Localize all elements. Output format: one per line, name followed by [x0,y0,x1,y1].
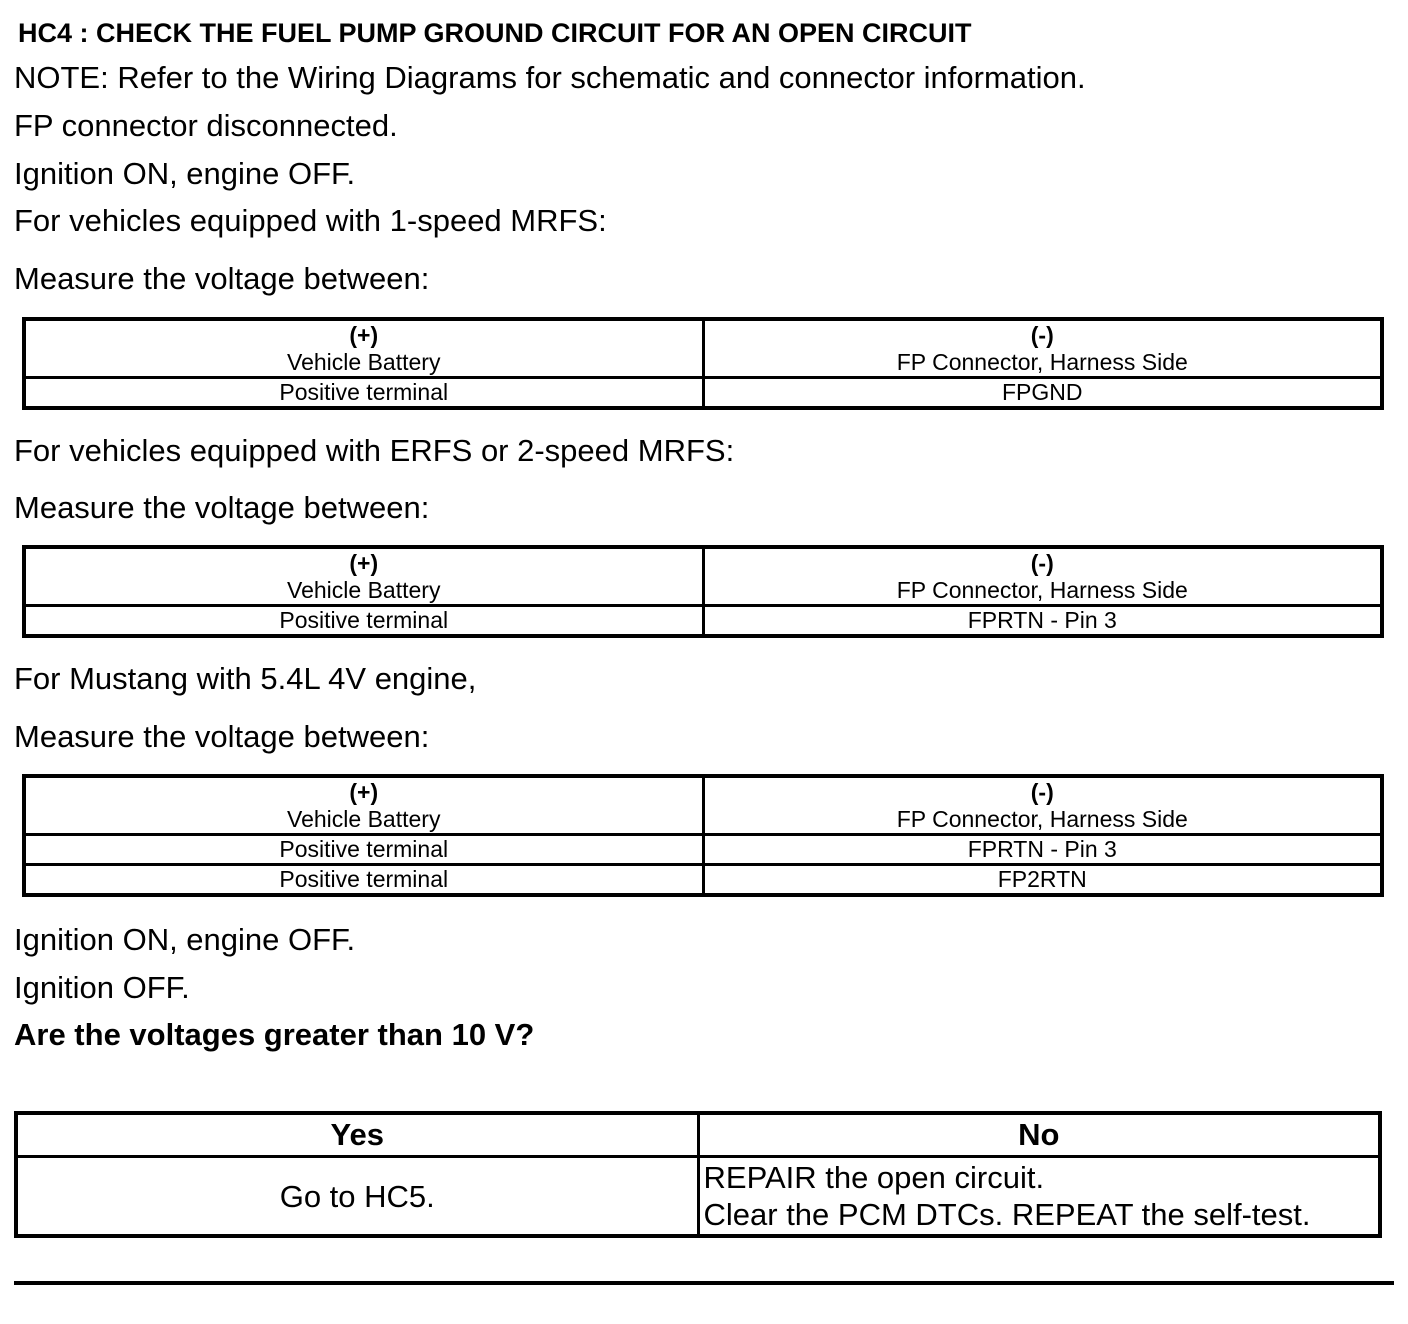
table-header-row [24,547,1382,606]
instruction-step: Ignition ON, engine OFF. [14,156,356,191]
table-header-row [24,319,1382,378]
section-heading: HC4 : CHECK THE FUEL PUMP GROUND CIRCUIT FOR AN OPEN CIRCUIT [18,18,972,48]
plus-sign: (+) [349,778,379,805]
voltage-table-3 [22,774,1384,897]
table-row [24,835,1382,865]
minus-sign: (-) [1030,321,1054,348]
minus-header-cell [703,319,1382,378]
table-row [24,378,1382,409]
table-header-row [24,776,1382,835]
result-table [14,1111,1382,1238]
no-action-line: REPAIR the open circuit. [703,1160,1045,1195]
minus-header-cell [703,547,1382,606]
plus-header-cell [24,776,703,835]
condition-text: For Mustang with 5.4L 4V engine, [14,661,477,696]
minus-sign: (-) [1030,549,1054,576]
table-row [24,606,1382,637]
no-action [698,1157,1380,1237]
plus-cell: Positive terminal [24,835,703,865]
plus-cell: Positive terminal [24,378,703,409]
minus-cell: FPGND [703,378,1382,409]
instruction-step: Ignition ON, engine OFF. [14,922,356,957]
result-header-row [16,1113,1380,1157]
instruction-step: Ignition OFF. [14,970,190,1005]
condition-text: For vehicles equipped with ERFS or 2-speed MRFS: [14,433,735,468]
plus-sign: (+) [349,321,379,348]
plus-header: Vehicle Battery [287,576,441,603]
condition-text: For vehicles equipped with 1-speed MRFS: [14,203,607,238]
no-header: No [698,1113,1380,1157]
plus-header: Vehicle Battery [287,805,441,832]
yes-header: Yes [16,1113,698,1157]
voltage-table-1 [22,317,1384,410]
voltage-table-2 [22,545,1384,638]
plus-cell: Positive terminal [24,606,703,637]
bottom-rule [14,1281,1394,1285]
measure-text: Measure the voltage between: [14,490,430,525]
plus-cell: Positive terminal [24,865,703,896]
no-action-line: Clear the PCM DTCs. REPEAT the self-test. [703,1197,1311,1232]
measure-text: Measure the voltage between: [14,261,430,296]
note-text: NOTE: Refer to the Wiring Diagrams for schematic and connector information. [14,60,1086,95]
minus-header-cell [703,776,1382,835]
plus-header-cell [24,319,703,378]
question-text: Are the voltages greater than 10 V? [14,1017,535,1052]
measure-text: Measure the voltage between: [14,719,430,754]
plus-sign: (+) [349,549,379,576]
minus-header: FP Connector, Harness Side [896,576,1188,603]
plus-header: Vehicle Battery [287,348,441,375]
minus-header: FP Connector, Harness Side [896,348,1188,375]
minus-cell: FPRTN - Pin 3 [703,835,1382,865]
minus-sign: (-) [1030,778,1054,805]
result-row [16,1157,1380,1237]
table-row [24,865,1382,896]
plus-header-cell [24,547,703,606]
minus-cell: FP2RTN [703,865,1382,896]
instruction-step: FP connector disconnected. [14,108,398,143]
yes-action: Go to HC5. [16,1157,698,1237]
minus-header: FP Connector, Harness Side [896,805,1188,832]
minus-cell: FPRTN - Pin 3 [703,606,1382,637]
